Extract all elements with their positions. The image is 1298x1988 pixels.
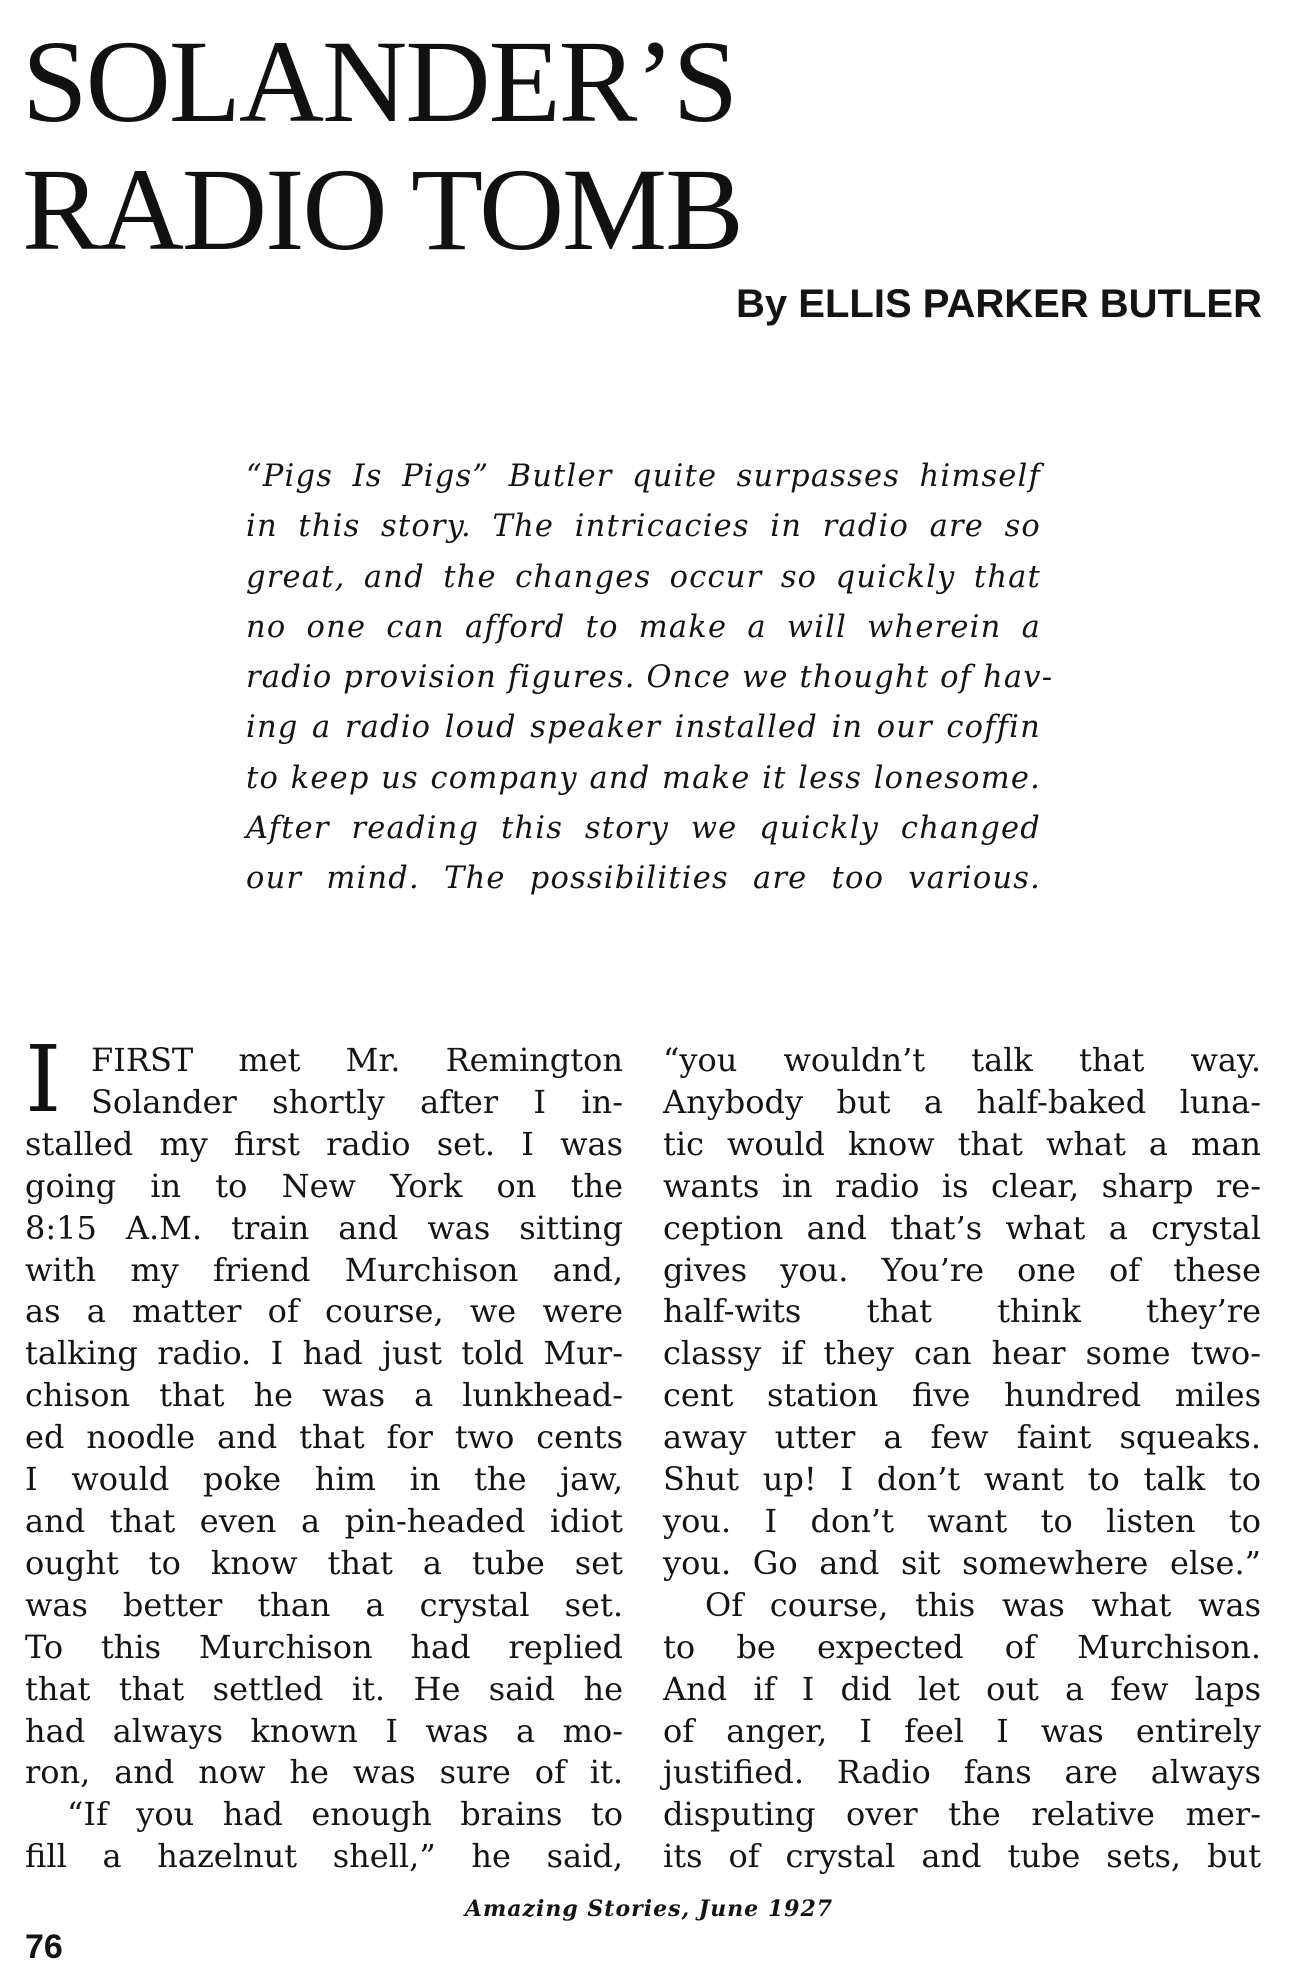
story-line: with my friend Murchison and, — [25, 1250, 623, 1289]
story-line: you. I don’t want to listen to — [663, 1501, 1261, 1540]
story-line: as a matter of course, we were — [25, 1292, 623, 1331]
story-line: stalled my first radio set. I was — [25, 1124, 623, 1163]
story-title — [22, 18, 742, 274]
blurb-line: our mind. The possibilities are too various. — [246, 861, 1041, 897]
story-line: that that settled it. He said he — [25, 1669, 623, 1708]
blurb-line: After reading this story we quickly changed — [246, 811, 1041, 847]
story-line: fill a hazelnut shell,” he said, — [25, 1837, 623, 1876]
blurb-line: radio provision figures. Once we thought of hav- — [246, 660, 1054, 696]
blurb-line: “Pigs Is Pigs” Butler quite surpasses himself — [246, 459, 1041, 494]
story-line: wants in radio is clear, sharp re- — [663, 1166, 1261, 1205]
story-line: half-wits that think they’re — [663, 1292, 1261, 1331]
story-line: ron, and now he was sure of it. — [25, 1753, 623, 1792]
story-line: of anger, I feel I was entirely — [663, 1711, 1261, 1750]
story-line: And if I did let out a few laps — [663, 1669, 1261, 1708]
story-column-right — [663, 1040, 1261, 1878]
story-line: had always known I was a mo- — [25, 1711, 623, 1750]
blurb-line: no one can afford to make a will wherein a — [246, 609, 1041, 645]
story-line: talking radio. I had just told Mur- — [25, 1334, 623, 1373]
story-line: away utter a few faint squeaks. — [663, 1418, 1261, 1457]
story-line: Solander shortly after I in- — [91, 1082, 623, 1121]
story-line: justified. Radio fans are always — [663, 1753, 1261, 1792]
story-line: ed noodle and that for two cents — [25, 1418, 623, 1457]
author-name: ELLIS PARKER BUTLER — [798, 282, 1262, 326]
blurb-line: ing a radio loud speaker installed in our coffin — [246, 710, 1041, 746]
byline-prefix: By — [736, 282, 788, 326]
story-line: its of crystal and tube sets, but — [663, 1837, 1261, 1876]
story-line: to be expected of Murchison. — [663, 1627, 1261, 1666]
blurb-line: great, and the changes occur so quickly that — [246, 559, 1041, 595]
story-line: ception and that’s what a crystal — [663, 1208, 1261, 1247]
story-line: going in to New York on the — [25, 1166, 623, 1205]
drop-cap: I — [25, 1026, 62, 1133]
story-line: 8:15 A.M. train and was sitting — [25, 1208, 623, 1247]
story-line: gives you. You’re one of these — [663, 1250, 1261, 1289]
story-line: cent station five hundred miles — [663, 1376, 1261, 1415]
story-title-line-2: RADIO TOMB — [22, 144, 742, 275]
story-line: chison that he was a lunkhead- — [25, 1376, 623, 1415]
story-line: classy if they can hear some two- — [663, 1334, 1261, 1373]
story-title-line-1: SOLANDER’S — [22, 16, 737, 147]
story-column-left — [25, 1026, 623, 1878]
story-line: Shut up! I don’t want to talk to — [663, 1460, 1261, 1499]
story-line: tic would know that what a man — [663, 1124, 1261, 1163]
author-byline — [736, 282, 1262, 327]
story-line: “If you had enough brains to — [67, 1795, 623, 1834]
story-line: To this Murchison had replied — [25, 1627, 623, 1666]
story-line: Anybody but a half-baked luna- — [663, 1082, 1261, 1121]
story-line: was better than a crystal set. — [25, 1585, 623, 1624]
story-line: disputing over the relative mer- — [663, 1795, 1261, 1834]
story-line: you. Go and sit somewhere else.” — [663, 1543, 1261, 1582]
story-line: ought to know that a tube set — [25, 1543, 623, 1582]
story-line: and that even a pin-headed idiot — [25, 1501, 623, 1540]
story-line: Of course, this was what was — [705, 1585, 1261, 1624]
magazine-footer-credit: Amazing Stories, June 1927 — [464, 1896, 834, 1922]
page-number: 76 — [25, 1928, 63, 1966]
editorial-blurb — [246, 452, 1054, 905]
blurb-line: in this story. The intricacies in radio are so — [246, 509, 1041, 545]
story-line: “you wouldn’t talk that way. — [663, 1041, 1261, 1079]
story-line: I would poke him in the jaw, — [25, 1460, 623, 1499]
story-line: FIRST met Mr. Remington — [91, 1041, 623, 1079]
blurb-line: to keep us company and make it less lonesome. — [246, 760, 1041, 796]
